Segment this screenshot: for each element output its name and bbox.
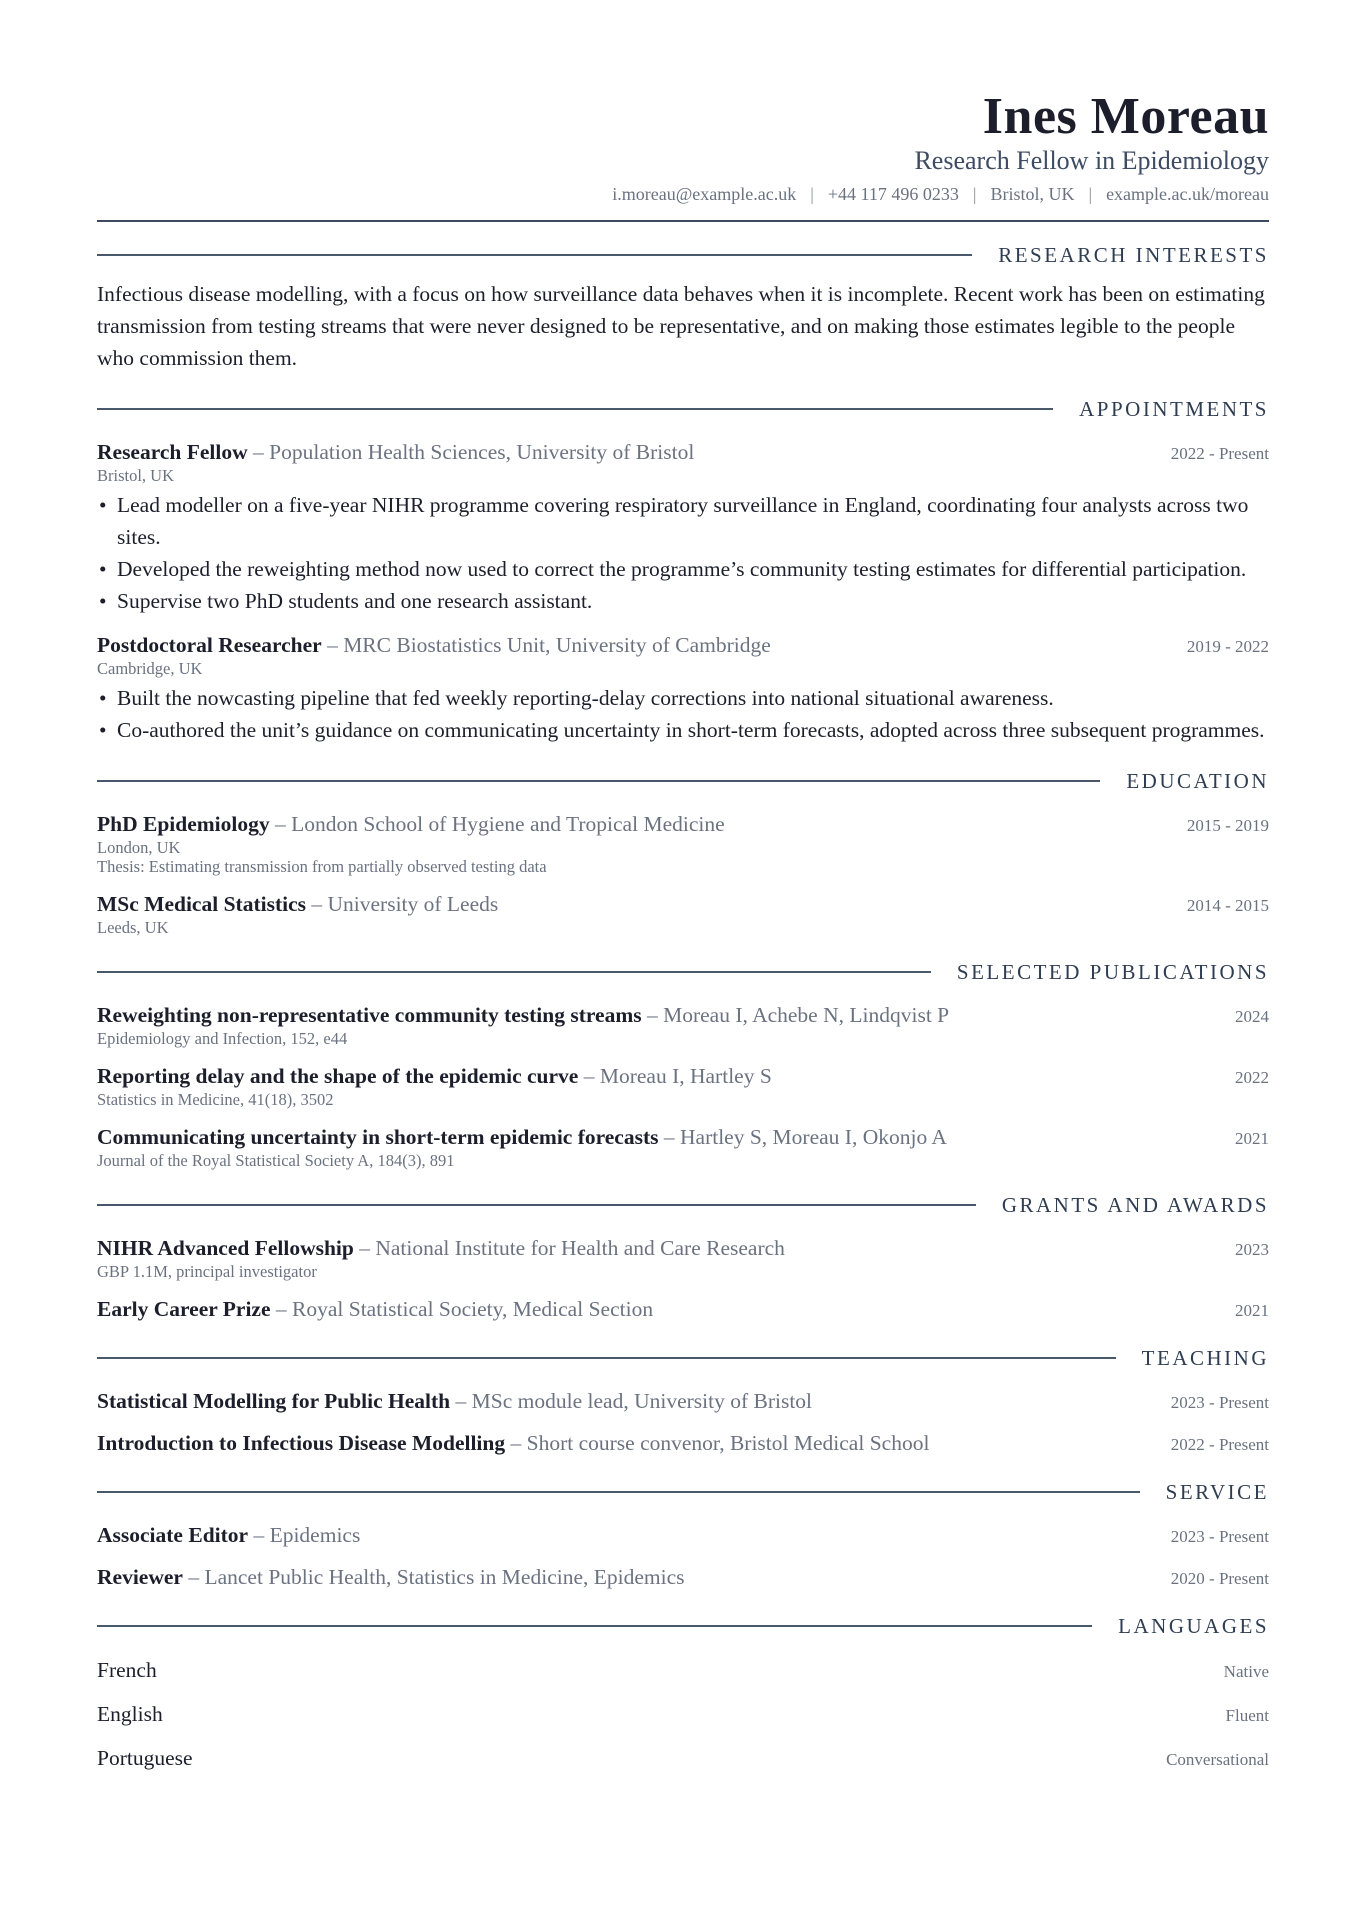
appointment-role: Research Fellow: [97, 440, 248, 464]
education-entry: [97, 890, 1269, 937]
publication-title: Reporting delay and the shape of the epidemic curve: [97, 1064, 579, 1088]
service-date: 2020 - Present: [1170, 1569, 1269, 1588]
bullet-item: • Lead modeller on a five-year NIHR programme covering respiratory surveillance in England, coordinating four analysts across two sites.: [97, 489, 1269, 553]
section-divider: [97, 254, 972, 256]
section-divider: [97, 1625, 1092, 1627]
section-research-interests: [97, 240, 1269, 374]
contact-email[interactable]: i.moreau@example.ac.uk: [612, 184, 797, 204]
appointment-bullets: [97, 489, 1269, 617]
appointment-date: 2019 - 2022: [1186, 637, 1269, 656]
contact-phone[interactable]: +44 117 496 0233: [827, 184, 959, 204]
grant-funder: – National Institute for Health and Care Research: [353, 1236, 785, 1260]
education-location: London, UK: [97, 838, 181, 857]
education-entry: [97, 810, 1269, 876]
language-name: Portuguese: [97, 1746, 193, 1770]
publication-year: 2024: [1235, 1007, 1269, 1026]
appointment-bullets: [97, 682, 1269, 746]
teaching-entry: [97, 1429, 1269, 1457]
contact-separator: |: [1088, 184, 1093, 204]
candidate-name: Ines Moreau: [982, 88, 1269, 145]
grant-entry: [97, 1295, 1269, 1323]
appointment-date: 2022 - Present: [1170, 444, 1269, 463]
publication-venue: Statistics in Medicine, 41(18), 3502: [97, 1090, 334, 1109]
appointment-org: – MRC Biostatistics Unit, University of Cambridge: [321, 633, 771, 657]
grant-name: NIHR Advanced Fellowship: [97, 1236, 354, 1260]
appointment-entry: [97, 631, 1269, 746]
section-title: RESEARCH INTERESTS: [998, 242, 1269, 267]
grant-year: 2021: [1235, 1301, 1269, 1320]
teaching-course: Statistical Modelling for Public Health: [97, 1389, 451, 1413]
section-appointments: [97, 394, 1269, 746]
language-level: Fluent: [1225, 1706, 1269, 1725]
language-row: [97, 1699, 1269, 1729]
teaching-course: Introduction to Infectious Disease Modelling: [97, 1431, 506, 1455]
teaching-entry: [97, 1387, 1269, 1415]
service-role: Associate Editor: [97, 1523, 249, 1547]
section-divider: [97, 1357, 1116, 1359]
appointment-entry: [97, 438, 1269, 617]
bullet-item: • Supervise two PhD students and one research assistant.: [97, 585, 1269, 617]
teaching-date: 2023 - Present: [1170, 1393, 1269, 1412]
section-service: [97, 1477, 1269, 1591]
section-divider: [97, 1491, 1140, 1493]
research-interests-text: Infectious disease modelling, with a focus on how surveillance data behaves when it is incomplete. Recent work has been on estimating transmission from testing streams that were never designed to be representative, and on making those estimates legible to the people who commission them.: [97, 282, 1265, 370]
publication-authors: – Moreau I, Achebe N, Lindqvist P: [641, 1003, 950, 1027]
bullet-item: • Co-authored the unit’s guidance on communicating uncertainty in short-term forecasts, adopted across three subsequent programmes.: [97, 714, 1269, 746]
publication-entry: [97, 1062, 1269, 1109]
service-entry: [97, 1521, 1269, 1549]
resume-header: [97, 0, 1269, 222]
section-title: SERVICE: [1165, 1479, 1269, 1504]
service-entry: [97, 1563, 1269, 1591]
grant-entry: [97, 1234, 1269, 1281]
language-level: Conversational: [1166, 1750, 1269, 1769]
education-date: 2015 - 2019: [1186, 816, 1269, 835]
language-row: [97, 1743, 1269, 1773]
resume-page: [97, 0, 1269, 1773]
teaching-detail: – MSc module lead, University of Bristol: [450, 1389, 813, 1413]
language-name: French: [97, 1658, 157, 1682]
publication-year: 2021: [1235, 1129, 1269, 1148]
section-grants: [97, 1190, 1269, 1323]
appointment-location: Cambridge, UK: [97, 659, 203, 678]
education-degree: MSc Medical Statistics: [97, 892, 306, 916]
publication-title: Reweighting non-representative community testing streams: [97, 1003, 642, 1027]
publication-entry: [97, 1001, 1269, 1048]
grant-note: GBP 1.1M, principal investigator: [97, 1262, 317, 1281]
section-title: GRANTS AND AWARDS: [1001, 1192, 1269, 1217]
publication-venue: Epidemiology and Infection, 152, e44: [97, 1029, 348, 1048]
section-education: [97, 766, 1269, 937]
section-title: TEACHING: [1141, 1345, 1269, 1370]
section-divider: [97, 780, 1100, 782]
service-detail: – Epidemics: [248, 1523, 361, 1547]
section-publications: [97, 957, 1269, 1170]
candidate-role: Research Fellow in Epidemiology: [914, 146, 1269, 175]
section-divider: [97, 1204, 976, 1206]
contact-separator: |: [810, 184, 814, 204]
section-title: LANGUAGES: [1118, 1613, 1269, 1638]
service-date: 2023 - Present: [1170, 1527, 1269, 1546]
grant-year: 2023: [1235, 1240, 1269, 1259]
teaching-detail: – Short course convenor, Bristol Medical School: [505, 1431, 930, 1455]
section-title: SELECTED PUBLICATIONS: [956, 959, 1269, 984]
teaching-date: 2022 - Present: [1170, 1435, 1269, 1454]
education-date: 2014 - 2015: [1186, 896, 1269, 915]
service-detail: – Lancet Public Health, Statistics in Medicine, Epidemics: [182, 1565, 685, 1589]
language-row: [97, 1655, 1269, 1685]
education-thesis: Thesis: Estimating transmission from partially observed testing data: [97, 857, 547, 876]
grant-name: Early Career Prize: [97, 1297, 271, 1321]
education-institution: – London School of Hygiene and Tropical Medicine: [269, 812, 725, 836]
contact-separator: |: [972, 184, 977, 204]
language-name: English: [97, 1702, 163, 1726]
section-teaching: [97, 1343, 1269, 1457]
bullet-item: • Developed the reweighting method now used to correct the programme’s community testing estimates for differential participation.: [97, 553, 1269, 585]
education-institution: – University of Leeds: [306, 892, 499, 916]
publication-authors: – Moreau I, Hartley S: [578, 1064, 772, 1088]
contact-line: [97, 182, 1269, 206]
section-divider: [97, 408, 1053, 410]
publication-year: 2022: [1235, 1068, 1269, 1087]
publication-entry: [97, 1123, 1269, 1170]
section-divider: [97, 971, 931, 973]
publication-title: Communicating uncertainty in short-term epidemic forecasts: [97, 1125, 659, 1149]
appointment-location: Bristol, UK: [97, 466, 175, 485]
publication-authors: – Hartley S, Moreau I, Okonjo A: [658, 1125, 947, 1149]
service-role: Reviewer: [97, 1565, 183, 1589]
education-location: Leeds, UK: [97, 918, 169, 937]
section-languages: [97, 1611, 1269, 1773]
contact-location: Bristol, UK: [990, 184, 1075, 204]
education-degree: PhD Epidemiology: [97, 812, 270, 836]
appointment-org: – Population Health Sciences, University of Bristol: [247, 440, 695, 464]
appointment-role: Postdoctoral Researcher: [97, 633, 322, 657]
section-title: EDUCATION: [1126, 768, 1269, 793]
contact-website[interactable]: example.ac.uk/moreau: [1106, 184, 1269, 204]
grant-funder: – Royal Statistical Society, Medical Section: [270, 1297, 654, 1321]
section-title: APPOINTMENTS: [1079, 396, 1269, 421]
bullet-item: • Built the nowcasting pipeline that fed weekly reporting-delay corrections into national situational awareness.: [97, 682, 1269, 714]
publication-venue: Journal of the Royal Statistical Society A, 184(3), 891: [97, 1151, 455, 1170]
language-level: Native: [1223, 1662, 1269, 1681]
